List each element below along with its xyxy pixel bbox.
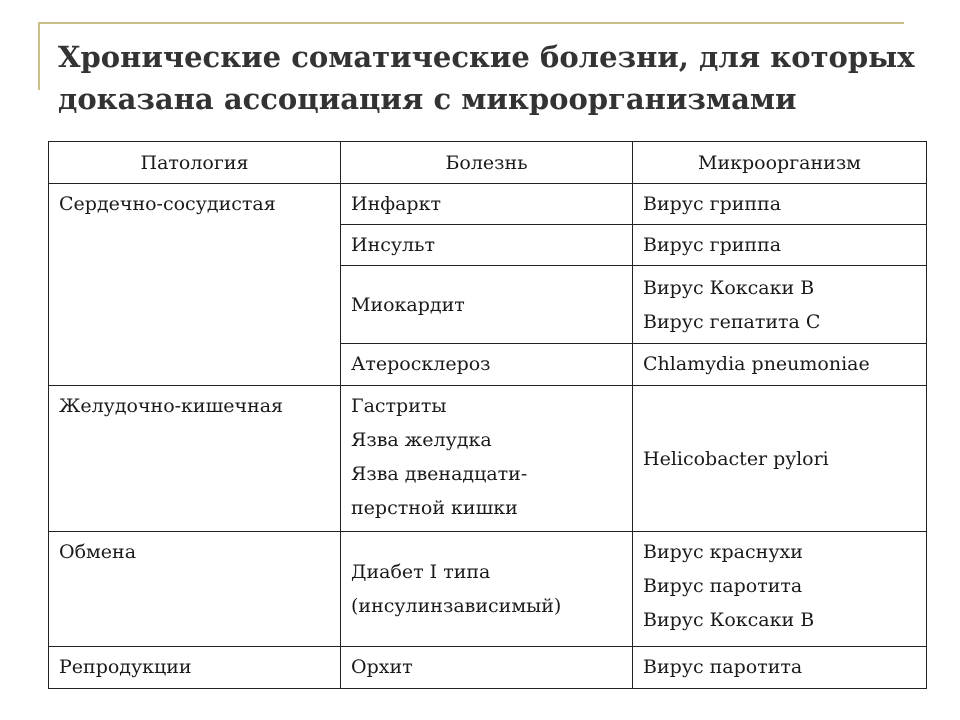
- disease-line: Язва желудка: [351, 429, 492, 451]
- microbe-cell: [633, 184, 927, 225]
- disease-line: Гастриты: [351, 395, 447, 417]
- disease-cell: [341, 532, 633, 647]
- decorative-top-rule: [38, 22, 904, 24]
- slide-title: [58, 36, 918, 120]
- header-microorganism: Микроорганизм: [633, 142, 927, 184]
- microbe-line: Вирус паротита: [643, 656, 803, 678]
- disease-line: Орхит: [351, 656, 413, 678]
- microbe-cell: [633, 225, 927, 266]
- disease-cell: [341, 344, 633, 386]
- microbe-line: Вирус гриппа: [643, 234, 782, 256]
- microbe-line: Chlamydia pneumoniae: [643, 353, 870, 375]
- slide-title-line-1: Хронические соматические болезни, для которых: [58, 40, 915, 74]
- disease-line: Язва двенадцати-: [351, 463, 528, 485]
- disease-cell: [341, 647, 633, 689]
- microbe-cell: [633, 532, 927, 647]
- pathology-cell: Сердечно-сосудистая: [49, 184, 341, 386]
- pathology-cell: Желудочно-кишечная: [49, 386, 341, 532]
- disease-cell: [341, 266, 633, 344]
- disease-cell: [341, 225, 633, 266]
- disease-cell: [341, 184, 633, 225]
- header-pathology: Патология: [49, 142, 341, 184]
- disease-line: Миокардит: [351, 293, 465, 316]
- microbe-line: Helicobacter pylori: [643, 447, 829, 470]
- decorative-left-rule: [38, 22, 40, 90]
- header-disease: Болезнь: [341, 142, 633, 184]
- microbe-line: Вирус краснухи: [643, 541, 803, 563]
- table-row: [49, 647, 927, 689]
- table-row: [49, 386, 927, 532]
- disease-line: (инсулинзависимый): [351, 595, 562, 617]
- diseases-table: [48, 141, 927, 689]
- disease-line: Инфаркт: [351, 193, 441, 215]
- disease-line: Инсульт: [351, 234, 435, 256]
- table-row: [49, 532, 927, 647]
- microbe-cell: [633, 344, 927, 386]
- table-header-row: [49, 142, 927, 184]
- disease-cell: [341, 386, 633, 532]
- disease-line: перстной кишки: [351, 497, 518, 519]
- slide-title-line-2: доказана ассоциация с микроорганизмами: [58, 82, 797, 116]
- microbe-line: Вирус Коксаки В: [643, 276, 815, 299]
- microbe-cell: [633, 386, 927, 532]
- microbe-line: Вирус гепатита С: [643, 310, 821, 333]
- disease-line: Диабет I типа: [351, 561, 491, 583]
- microbe-line: Вирус паротита: [643, 575, 803, 597]
- pathology-cell: Обмена: [49, 532, 341, 647]
- microbe-cell: [633, 647, 927, 689]
- microbe-line: Вирус гриппа: [643, 193, 782, 215]
- microbe-line: Вирус Коксаки В: [643, 609, 815, 631]
- pathology-cell: Репродукции: [49, 647, 341, 689]
- table-row: [49, 184, 927, 225]
- microbe-cell: [633, 266, 927, 344]
- disease-line: Атеросклероз: [351, 353, 491, 375]
